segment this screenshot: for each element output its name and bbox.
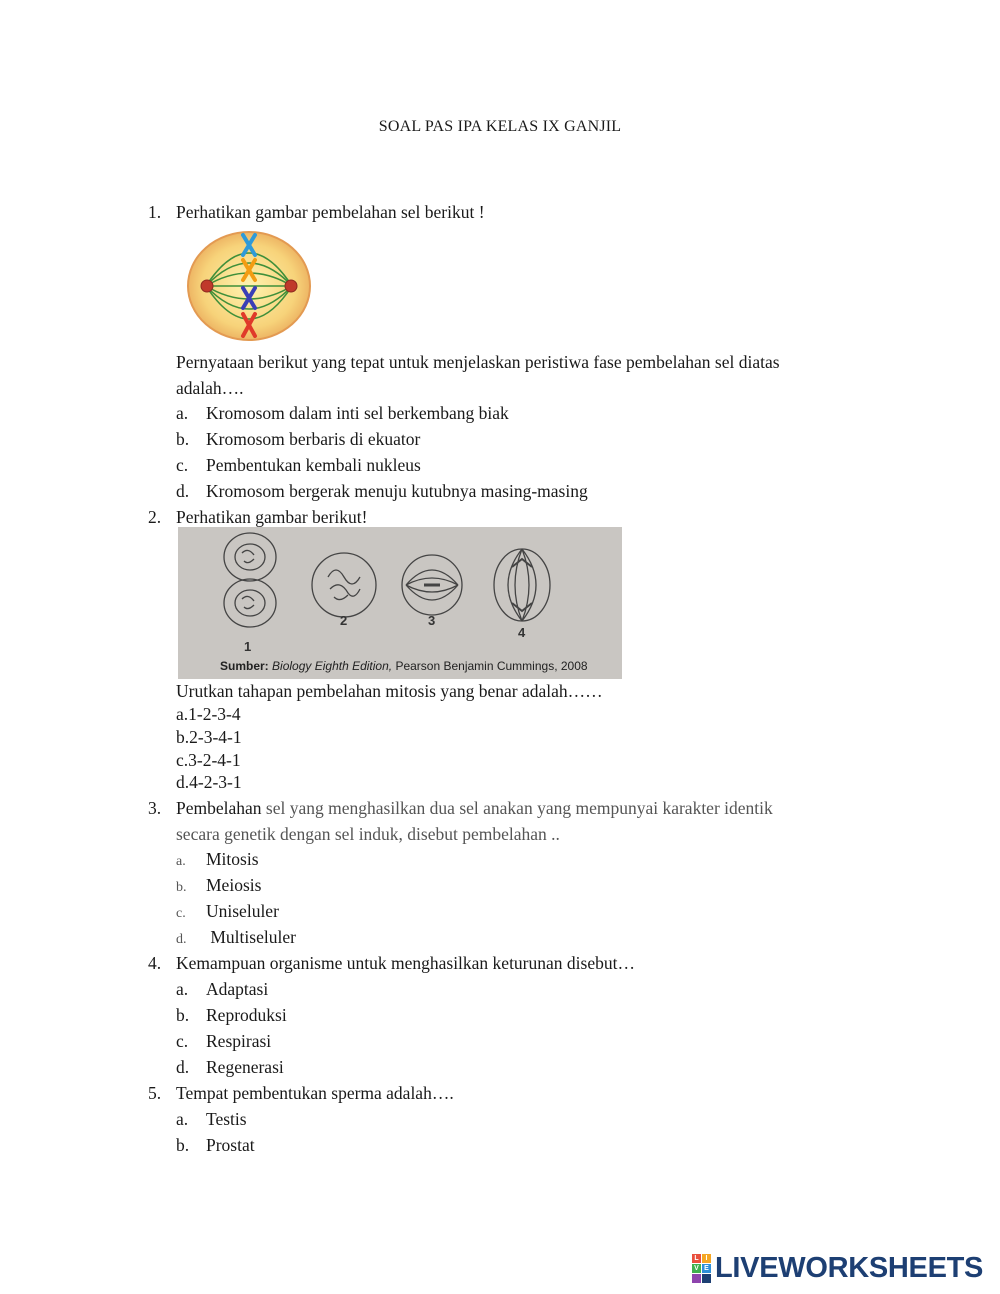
question-number: 1. [148, 202, 162, 222]
mitosis-stages-image [178, 527, 622, 679]
stage-label-2: 2 [340, 613, 348, 628]
q3-option-a[interactable]: a. Mitosis [176, 849, 259, 869]
question-1-prompt-line-2: adalah…. [176, 378, 244, 398]
q4-option-d[interactable]: d. Regenerasi [176, 1057, 284, 1077]
q1-option-b[interactable]: b. Kromosom berbaris di ekuator [176, 429, 421, 449]
q1-option-a[interactable]: a. Kromosom dalam inti sel berkembang biak [176, 403, 509, 423]
brand-name: LIVEWORKSHEETS [715, 1251, 984, 1284]
q2-option-d[interactable]: d.4-2-3-1 [176, 772, 242, 792]
question-text: Tempat pembentukan sperma adalah…. [176, 1083, 454, 1103]
cell-division-image [186, 230, 312, 342]
image-source-caption: Sumber: Biology Eighth Edition, Pearson Benjamin Cummings, 2008 [220, 659, 588, 673]
stage-label-1: 1 [244, 639, 252, 654]
q5-option-a[interactable]: a. Testis [176, 1109, 247, 1129]
q1-option-d[interactable]: d. Kromosom bergerak menuju kutubnya masing-masing [176, 481, 588, 501]
q1-option-c[interactable]: c. Pembentukan kembali nukleus [176, 455, 421, 475]
question-number: 3. [148, 798, 162, 818]
question-2-prompt: Urutkan tahapan pembelahan mitosis yang benar adalah…… [176, 681, 603, 701]
page-title: SOAL PAS IPA KELAS IX GANJIL [378, 118, 622, 135]
q5-option-b[interactable]: b. Prostat [176, 1135, 255, 1155]
liveworksheets-logo[interactable] [692, 1253, 983, 1283]
question-text: Perhatikan gambar pembelahan sel berikut ! [176, 202, 485, 222]
stage-label-3: 3 [428, 613, 436, 628]
q3-option-d[interactable]: d. Multiseluler [176, 927, 296, 947]
question-1-prompt-line-1: Pernyataan berikut yang tepat untuk menjelaskan peristiwa fase pembelahan sel diatas [176, 352, 780, 372]
question-text: Pembelahan sel yang menghasilkan dua sel anakan yang mempunyai karakter identik [176, 798, 773, 818]
question-number: 5. [148, 1083, 162, 1103]
question-number: 2. [148, 507, 162, 527]
q3-option-b[interactable]: b. Meiosis [176, 875, 262, 895]
q2-option-b[interactable]: b.2-3-4-1 [176, 727, 242, 747]
logo-blocks-icon: L I V E [692, 1254, 711, 1283]
question-3-line-2: secara genetik dengan sel induk, disebut pembelahan .. [176, 824, 560, 844]
q2-option-a[interactable]: a.1-2-3-4 [176, 704, 241, 724]
q4-option-b[interactable]: b. Reproduksi [176, 1005, 287, 1025]
question-number: 4. [148, 953, 162, 973]
question-text: Kemampuan organisme untuk menghasilkan keturunan disebut… [176, 953, 635, 973]
q2-option-c[interactable]: c.3-2-4-1 [176, 750, 241, 770]
stage-label-4: 4 [518, 625, 526, 640]
q4-option-c[interactable]: c. Respirasi [176, 1031, 272, 1051]
question-text: Perhatikan gambar berikut! [176, 507, 368, 527]
q3-option-c[interactable]: c. Uniseluler [176, 901, 279, 921]
q4-option-a[interactable]: a. Adaptasi [176, 979, 269, 999]
